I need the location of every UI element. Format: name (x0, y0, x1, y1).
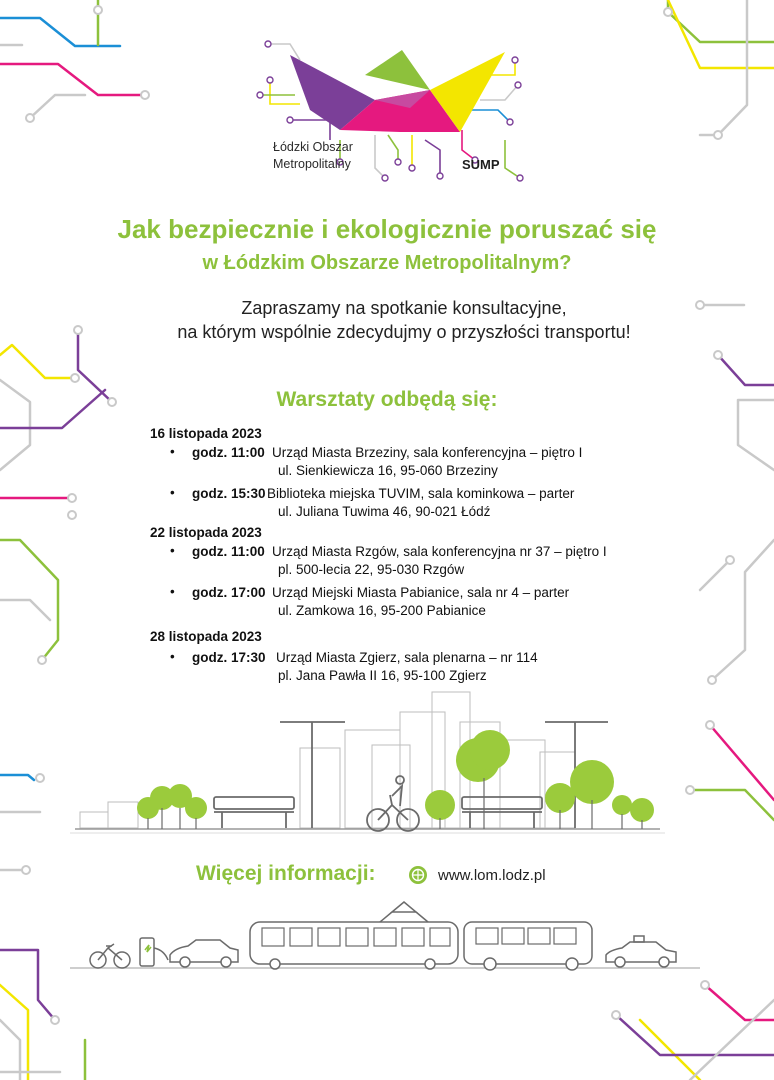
event-address: ul. Zamkowa 16, 95-200 Pabianice (278, 603, 486, 618)
event-address: pl. Jana Pawła II 16, 95-100 Zgierz (278, 668, 487, 683)
event-venue: Urząd Miasta Rzgów, sala konferencyjna nr 37 – piętro I (272, 544, 607, 559)
event-venue: Urząd Miejski Miasta Pabianice, sala nr 4 – parter (272, 585, 570, 600)
workshop-date: 16 listopada 2023 (150, 426, 262, 441)
website-link[interactable]: www.lom.lodz.pl (438, 867, 546, 884)
event-time: godz. 11:00 (192, 544, 265, 559)
sump-badge: SUMP (462, 157, 500, 172)
headline-line1: Jak bezpiecznie i ekologicznie poruszać się (117, 214, 657, 244)
intro-line2: na którym wspólnie zdecydujmy o przyszłości transportu! (177, 322, 631, 342)
event-venue: Urząd Miasta Zgierz, sala plenarna – nr 114 (276, 650, 538, 665)
workshop-date: 22 listopada 2023 (150, 525, 262, 540)
logo-name-line2: Metropolitalny (273, 157, 351, 171)
logo-name-line1: Łódzki Obszar (273, 140, 353, 154)
workshops-heading: Warsztaty odbędą się: (276, 388, 498, 411)
globe-icon (408, 865, 428, 885)
more-info-label: Więcej informacji: (196, 862, 376, 885)
event-time: godz. 11:00 (192, 445, 265, 460)
intro-line1: Zapraszamy na spotkanie konsultacyjne, (241, 298, 567, 318)
event-time: godz. 17:00 (192, 585, 266, 600)
event-address: pl. 500-lecia 22, 95-030 Rzgów (278, 562, 465, 577)
headline-line2: w Łódzkim Obszarze Metropolitalnym? (202, 252, 572, 274)
event-venue: Biblioteka miejska TUVIM, sala kominkowa – parter (267, 486, 575, 501)
vehicles-illustration (70, 902, 700, 970)
event-venue: Urząd Miasta Brzeziny, sala konferencyjna – piętro I (272, 445, 583, 460)
event-address: ul. Juliana Tuwima 46, 90-021 Łódź (278, 504, 491, 519)
event-address: ul. Sienkiewicza 16, 95-060 Brzeziny (278, 463, 498, 478)
event-time: godz. 17:30 (192, 650, 266, 665)
event-time: godz. 15:30 (192, 486, 266, 501)
workshop-date: 28 listopada 2023 (150, 629, 262, 644)
